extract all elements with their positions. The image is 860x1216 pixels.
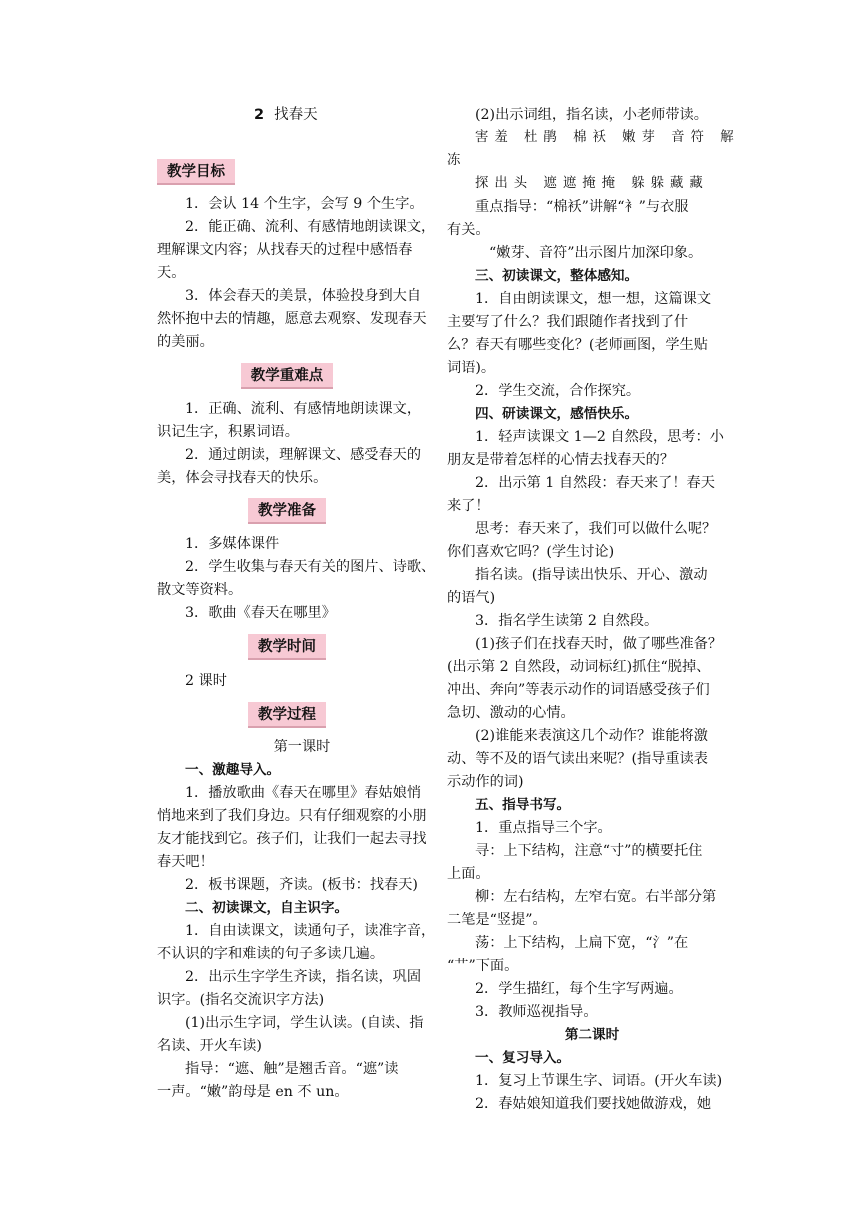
process-line: (1)出示生字词，学生认读。(自读、指 bbox=[185, 1015, 424, 1031]
right-line: 1．复习上节课生字、词语。(开火车读) bbox=[475, 1073, 723, 1089]
right-line: 上面。 bbox=[447, 866, 490, 882]
process-line: 友才能找到它。孩子们，让我们一起去寻找 bbox=[157, 831, 427, 847]
right-line: 寻：上下结构，注意“寸”的横要托住 bbox=[475, 843, 703, 859]
section-badge-key-points: 教学重难点 bbox=[241, 363, 333, 389]
right-line: 3．教师巡视指导。 bbox=[475, 1004, 598, 1020]
right-line: (2)出示词组，指名读，小老师带读。 bbox=[475, 107, 708, 123]
right-line: “艹”下面。 bbox=[447, 958, 519, 974]
right-line: 2．出示第 1 自然段：春天来了！春天 bbox=[475, 475, 715, 491]
goals-line: 然怀抱中去的情趣，愿意去观察、发现春天 bbox=[157, 311, 427, 327]
key-line: 识记生字，积累词语。 bbox=[157, 424, 299, 440]
right-line: 重点指导：“棉袄”讲解“衤”与衣服 bbox=[475, 199, 689, 215]
right-line: 冲出、奔向”等表示动作的词语感受孩子们 bbox=[447, 682, 710, 698]
prep-line: 3．歌曲《春天在哪里》 bbox=[185, 605, 336, 621]
right-line: 3．指名学生读第 2 自然段。 bbox=[475, 613, 659, 629]
section-badge-goals: 教学目标 bbox=[157, 159, 235, 185]
right-line: 朋友是带着怎样的心情去找春天的？ bbox=[447, 452, 675, 468]
goals-line: 1．会认 14 个生字，会写 9 个生字。 bbox=[185, 196, 424, 212]
right-line: 2．春姑娘知道我们要找她做游戏，她 bbox=[475, 1096, 712, 1112]
right-line: 急切、激动的心情。 bbox=[447, 705, 575, 721]
lesson-title bbox=[254, 103, 318, 124]
right-heading: 四、研读课文，感悟快乐。 bbox=[475, 406, 639, 422]
right-line: 指名读。(指导读出快乐、开心、激动 bbox=[475, 567, 708, 583]
lesson-title-text: 找春天 bbox=[274, 107, 318, 123]
right-line: 示动作的词) bbox=[447, 774, 524, 790]
right-line: 1．轻声读课文 1—2 自然段，思考：小 bbox=[475, 429, 724, 445]
prep-line: 1．多媒体课件 bbox=[185, 536, 280, 552]
goals-line: 天。 bbox=[157, 265, 186, 281]
right-line: 荡：上下结构，上扁下宽，“氵”在 bbox=[475, 935, 689, 951]
right-line: 柳：左右结构，左窄右宽。右半部分第 bbox=[475, 889, 717, 905]
prep-line: 散文等资料。 bbox=[157, 582, 243, 598]
right-line: 1．自由朗读课文，想一想，这篇课文 bbox=[475, 291, 712, 307]
key-line: 美，体会寻找春天的快乐。 bbox=[157, 470, 328, 486]
right-line: 主要写了什么？我们跟随作者找到了什 bbox=[447, 314, 689, 330]
right-line: 2．学生描红，每个生字写两遍。 bbox=[475, 981, 683, 997]
period-heading: 第二课时 bbox=[564, 1027, 620, 1043]
process-line: 一声。“嫩”韵母是 en 不 un。 bbox=[157, 1084, 349, 1100]
key-line: 2．通过朗读，理解课文、感受春天的 bbox=[185, 447, 422, 463]
process-line: 2．出示生字学生齐读，指名读，巩固 bbox=[185, 969, 422, 985]
process-line: 春天吧！ bbox=[157, 854, 214, 870]
process-line: 不认识的字和难读的句子多读几遍。 bbox=[157, 946, 385, 962]
right-line: 二笔是“竖提”。 bbox=[447, 912, 547, 928]
section-badge-time: 教学时间 bbox=[248, 634, 326, 660]
prep-line: 2．学生收集与春天有关的图片、诗歌、 bbox=[185, 559, 436, 575]
right-line: 1．重点指导三个字。 bbox=[475, 820, 612, 836]
goals-line: 理解课文内容；从找春天的过程中感悟春 bbox=[157, 242, 413, 258]
right-line: (2)谁能来表演这几个动作？谁能将激 bbox=[475, 728, 708, 744]
right-line: 词语)。 bbox=[447, 360, 496, 376]
process-line: 2．板书课题，齐读。(板书：找春天) bbox=[185, 877, 418, 893]
right-line: “嫩芽、音符”出示图片加深印象。 bbox=[489, 245, 703, 261]
key-line: 1．正确、流利、有感情地朗读课文， bbox=[185, 401, 422, 417]
section-badge-prep: 教学准备 bbox=[248, 498, 326, 524]
right-line: 2．学生交流，合作探究。 bbox=[475, 383, 641, 399]
goals-line: 的美丽。 bbox=[157, 334, 214, 350]
right-line: (1)孩子们在找春天时，做了哪些准备？ bbox=[475, 636, 723, 652]
right-line: 的语气) bbox=[447, 590, 496, 606]
goals-line: 2．能正确、流利、有感情地朗读课文， bbox=[185, 219, 436, 235]
time-value: 2 课时 bbox=[185, 673, 227, 689]
right-heading: 三、初读课文，整体感知。 bbox=[475, 268, 639, 284]
process-heading: 二、初读课文，自主识字。 bbox=[185, 900, 349, 916]
right-heading: 五、指导书写。 bbox=[475, 797, 571, 813]
process-heading: 一、激趣导入。 bbox=[185, 762, 281, 778]
right-heading: 一、复习导入。 bbox=[475, 1050, 571, 1066]
goals-line: 3．体会春天的美景，体验投身到大自 bbox=[185, 288, 422, 304]
right-line: 么？春天有哪些变化？(老师画图，学生贴 bbox=[447, 337, 708, 353]
period-heading: 第一课时 bbox=[273, 739, 331, 755]
vocab-line: 探出头 遮遮掩掩 躲躲藏藏 bbox=[475, 176, 709, 191]
vocab-line: 害羞 杜鹃 棉袄 嫩芽 音符 解 bbox=[475, 130, 740, 145]
section-badge-process: 教学过程 bbox=[248, 702, 326, 728]
right-line: 来了！ bbox=[447, 498, 490, 514]
process-line: 1．自由读课文，读通句子，读准字音， bbox=[185, 923, 436, 939]
lesson-number: 2 bbox=[254, 107, 265, 123]
process-line: 指导：“遮、触”是翘舌音。“遮”读 bbox=[185, 1061, 399, 1077]
right-line: 你们喜欢它吗？(学生讨论) bbox=[447, 544, 615, 560]
process-line: 名读、开火车读) bbox=[157, 1038, 262, 1054]
vocab-line: 冻 bbox=[447, 153, 467, 168]
process-line: 识字。(指名交流识字方法) bbox=[157, 992, 325, 1008]
right-line: 动、等不及的语气读出来呢？(指导重读表 bbox=[447, 751, 708, 767]
right-line: (出示第 2 自然段，动词标红)抓住“脱掉、 bbox=[447, 659, 711, 675]
process-line: 悄地来到了我们身边。只有仔细观察的小朋 bbox=[157, 808, 427, 824]
process-line: 1．播放歌曲《春天在哪里》春姑娘悄 bbox=[185, 785, 422, 801]
right-line: 有关。 bbox=[447, 222, 490, 238]
right-line: 思考：春天来了，我们可以做什么呢？ bbox=[475, 521, 717, 537]
